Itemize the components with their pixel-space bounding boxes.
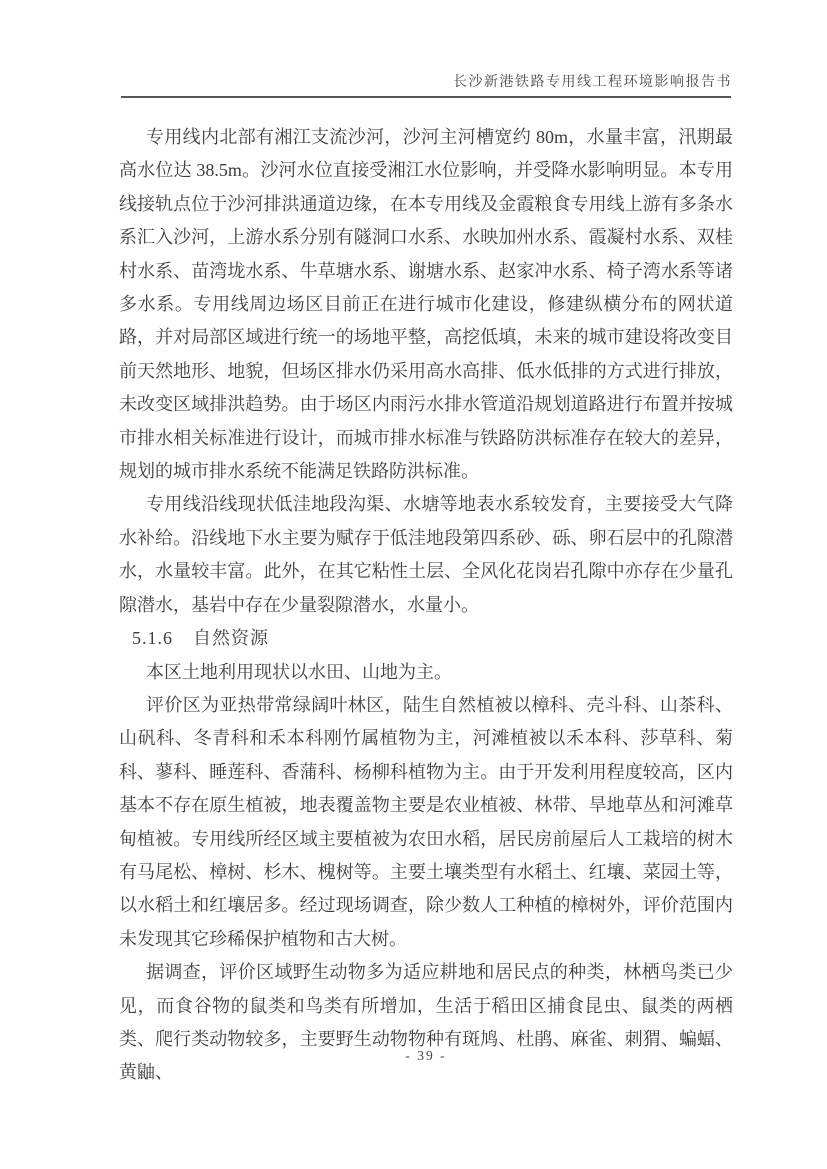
paragraph: 本区土地利用现状以水田、山地为主。	[146, 661, 452, 682]
section-number: 5.1.6	[132, 628, 173, 649]
header-rule	[121, 96, 731, 98]
section-heading	[119, 622, 733, 655]
document-body	[119, 121, 733, 1090]
paragraph: 据调查，评价区域野生动物多为适应耕地和居民点的种类，林栖鸟类已少见，而食谷物的鼠类和鸟类有所增加，生活于稻田区捕食昆虫、鼠类的两栖类、爬行类动物较多，主要野生动物物种有斑鸠、杜鹃、麻雀、刺猬、蝙蝠、黄鼬、	[119, 962, 733, 1083]
header-title: 长沙新港铁路专用线工程环境影响报告书	[453, 75, 732, 90]
page-number: - 39 -	[405, 1048, 447, 1063]
paragraph: 评价区为亚热带常绿阔叶林区，陆生自然植被以樟科、壳斗科、山茶科、山矾科、冬青科和禾本科刚竹属植物为主，河滩植被以禾本科、莎草科、菊科、蓼科、睡莲科、香蒲科、杨柳科植物为主。由于开发利用程度较高，区内基本不存在原生植被，地表覆盖物主要是农业植被、林带、旱地草丛和河滩草甸植被。专用线所经区域主要植被为农田水稻，居民房前屋后人工栽培的树木有马尾松、樟树、杉木、槐树等。主要土壤类型有水稻土、红壤、菜园土等，以水稻土和红壤居多。经过现场调查，除少数人工种植的樟树外，评价范围内未发现其它珍稀保护植物和古大树。	[119, 694, 733, 949]
section-title: 自然资源	[193, 628, 269, 649]
paragraph: 专用线内北部有湘江支流沙河，沙河主河槽宽约 80m，水量丰富，汛期最高水位达 38.5m。沙河水位直接受湘江水位影响，并受降水影响明显。本专用线接轨点位于沙河排洪通道边缘，在本专用线及金霞粮食专用线上游有多条水系汇入沙河，上游水系分别有隧洞口水系、水映加州水系、霞凝村水系、双桂村水系、苗湾垅水系、牛草塘水系、谢塘水系、赵家冲水系、椅子湾水系等诸多水系。专用线周边场区目前正在进行城市化建设，修建纵横分布的网状道路，并对局部区域进行统一的场地平整，高挖低填，未来的城市建设将改变目前天然地形、地貌，但场区排水仍采用高水高排、低水低排的方式进行排放，未改变区域排洪趋势。由于场区内雨污水排水管道沿规划道路进行布置并按城市排水相关标准进行设计，而城市排水标准与铁路防洪标准存在较大的差异，规划的城市排水系统不能满足铁路防洪标准。	[119, 127, 733, 482]
paragraph: 专用线沿线现状低洼地段沟渠、水塘等地表水系较发育，主要接受大气降水补给。沿线地下水主要为赋存于低洼地段第四系砂、砾、卵石层中的孔隙潜水，水量较丰富。此外，在其它粘性土层、全风化花岗岩孔隙中亦存在少量孔隙潜水，基岩中存在少量裂隙潜水，水量小。	[119, 494, 733, 615]
page-footer	[120, 1048, 732, 1064]
